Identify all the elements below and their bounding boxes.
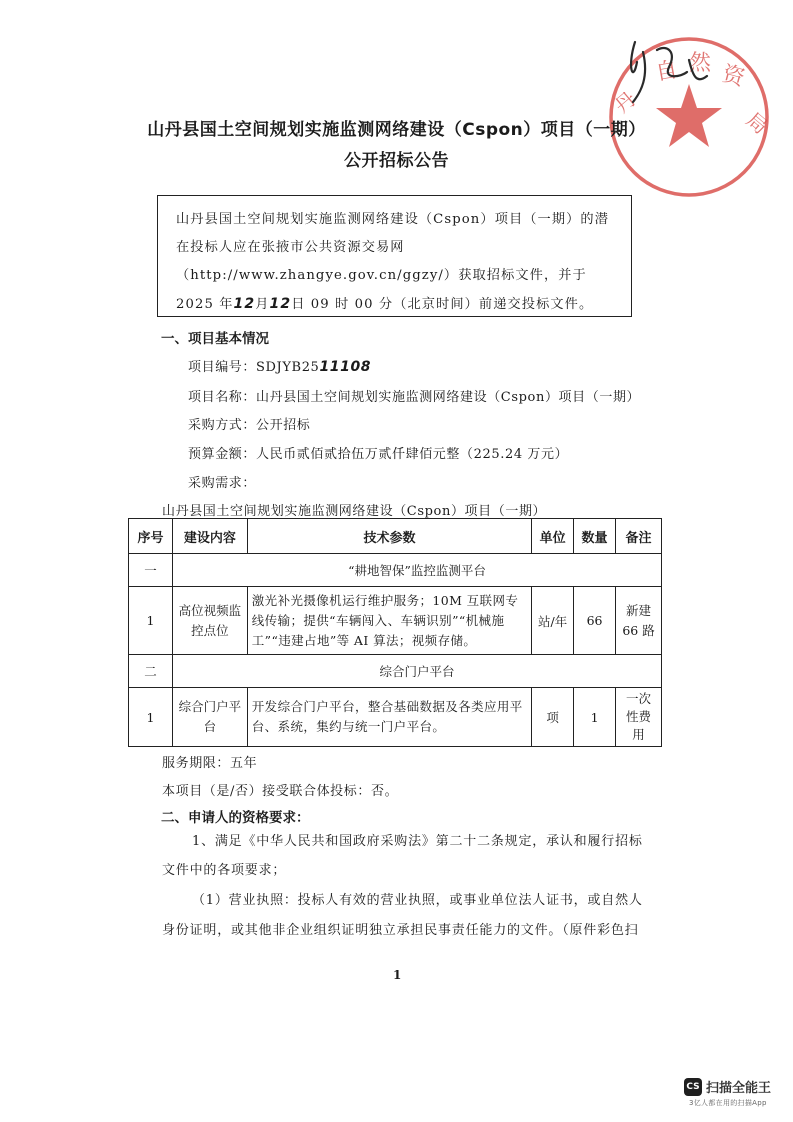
table-group-row bbox=[129, 554, 662, 587]
paragraph-line: 身份证明，或其他非企业组织证明独立承担民事责任能力的文件。（原件彩色扫 bbox=[162, 923, 639, 938]
brand-name: 扫描全能王 bbox=[706, 1081, 772, 1096]
section1-heading: 一、项目基本情况 bbox=[161, 331, 269, 347]
group-title: “耕地智保”监控监测平台 bbox=[172, 554, 661, 587]
notice-text-part2: 日 09 时 00 分（北京时间）前递交投标文件。 bbox=[291, 297, 594, 312]
section2-heading: 二、申请人的资格要求： bbox=[161, 810, 310, 826]
scanner-brand bbox=[684, 1077, 771, 1096]
row-note: 新建 66 路 bbox=[616, 587, 662, 655]
row-content: 高位视频监控点位 bbox=[172, 587, 247, 655]
svg-text:资: 资 bbox=[719, 61, 748, 92]
handwritten-month: 12 bbox=[233, 296, 256, 312]
project-number-handwritten: 11108 bbox=[319, 359, 372, 375]
row-unit: 站/年 bbox=[532, 587, 574, 655]
page-title: 山丹县国土空间规划实施监测网络建设（Cspon）项目（一期） bbox=[147, 120, 646, 140]
table-group-row bbox=[129, 655, 662, 688]
page-number: 1 bbox=[393, 968, 402, 982]
procurement-needs: 采购需求： bbox=[188, 476, 257, 491]
header-note: 备注 bbox=[616, 519, 662, 554]
svg-text:自: 自 bbox=[653, 57, 680, 86]
paragraph-line: （1）营业执照：投标人有效的营业执照，或事业单位法人证书，或自然人 bbox=[192, 893, 643, 908]
header-unit: 单位 bbox=[532, 519, 574, 554]
row-no: 1 bbox=[129, 688, 173, 747]
group-no: 一 bbox=[129, 554, 173, 587]
official-seal bbox=[597, 22, 777, 202]
svg-text:局: 局 bbox=[741, 107, 773, 139]
notice-month-unit: 月 bbox=[255, 297, 270, 312]
row-unit: 项 bbox=[532, 688, 574, 747]
budget-amount: 预算金额：人民币贰佰贰拾伍万贰仟肆佰元整（225.24 万元） bbox=[188, 447, 569, 462]
notice-text-part1: 山丹县国土空间规划实施监测网络建设（Cspon）项目（一期）的潜在投标人应在张掖市公共资源交易网（http://www.zhangye.gov.cn/ggzy/）获取招标文件，并于 2025 年 bbox=[176, 212, 609, 312]
row-qty: 1 bbox=[574, 688, 616, 747]
header-tech: 技术参数 bbox=[247, 519, 531, 554]
table-header-row bbox=[129, 519, 662, 554]
header-content: 建设内容 bbox=[172, 519, 247, 554]
group-title: 综合门户平台 bbox=[172, 655, 661, 688]
header-no: 序号 bbox=[129, 519, 173, 554]
row-qty: 66 bbox=[574, 587, 616, 655]
cs-logo-icon: CS bbox=[684, 1078, 702, 1096]
service-period: 服务期限：五年 bbox=[162, 756, 258, 771]
page-subtitle: 公开招标公告 bbox=[344, 151, 449, 171]
table-row bbox=[129, 688, 662, 747]
table-caption: 山丹县国土空间规划实施监测网络建设（Cspon）项目（一期） bbox=[162, 504, 547, 519]
svg-text:然: 然 bbox=[689, 51, 712, 76]
procurement-method: 采购方式：公开招标 bbox=[188, 418, 311, 433]
project-number-printed: SDJYB25 bbox=[256, 360, 320, 375]
row-tech: 开发综合门户平台，整合基础数据及各类应用平台、系统，集约与统一门户平台。 bbox=[247, 688, 531, 747]
row-note: 一次性费用 bbox=[616, 688, 662, 747]
project-number-label: 项目编号： bbox=[188, 360, 257, 375]
project-number bbox=[188, 356, 371, 375]
paragraph-line: 文件中的各项要求； bbox=[162, 863, 287, 878]
handwritten-day: 12 bbox=[269, 296, 292, 312]
row-no: 1 bbox=[129, 587, 173, 655]
project-name: 项目名称：山丹县国土空间规划实施监测网络建设（Cspon）项目（一期） bbox=[188, 390, 641, 405]
group-no: 二 bbox=[129, 655, 173, 688]
notice-box bbox=[157, 195, 632, 317]
brand-tagline: 3亿人都在用的扫描App bbox=[689, 1099, 767, 1107]
consortium-note: 本项目（是/否）接受联合体投标：否。 bbox=[162, 784, 399, 799]
table-row bbox=[129, 587, 662, 655]
requirements-table bbox=[128, 518, 662, 747]
svg-text:丹: 丹 bbox=[609, 86, 641, 118]
header-qty: 数量 bbox=[574, 519, 616, 554]
row-content: 综合门户平台 bbox=[172, 688, 247, 747]
row-tech: 激光补光摄像机运行维护服务；10M 互联网专线传输；提供“车辆闯入、车辆识别”“机械施工”“违建占地”等 AI 算法；视频存储。 bbox=[247, 587, 531, 655]
paragraph-line: 1、满足《中华人民共和国政府采购法》第二十二条规定，承认和履行招标 bbox=[192, 834, 643, 849]
